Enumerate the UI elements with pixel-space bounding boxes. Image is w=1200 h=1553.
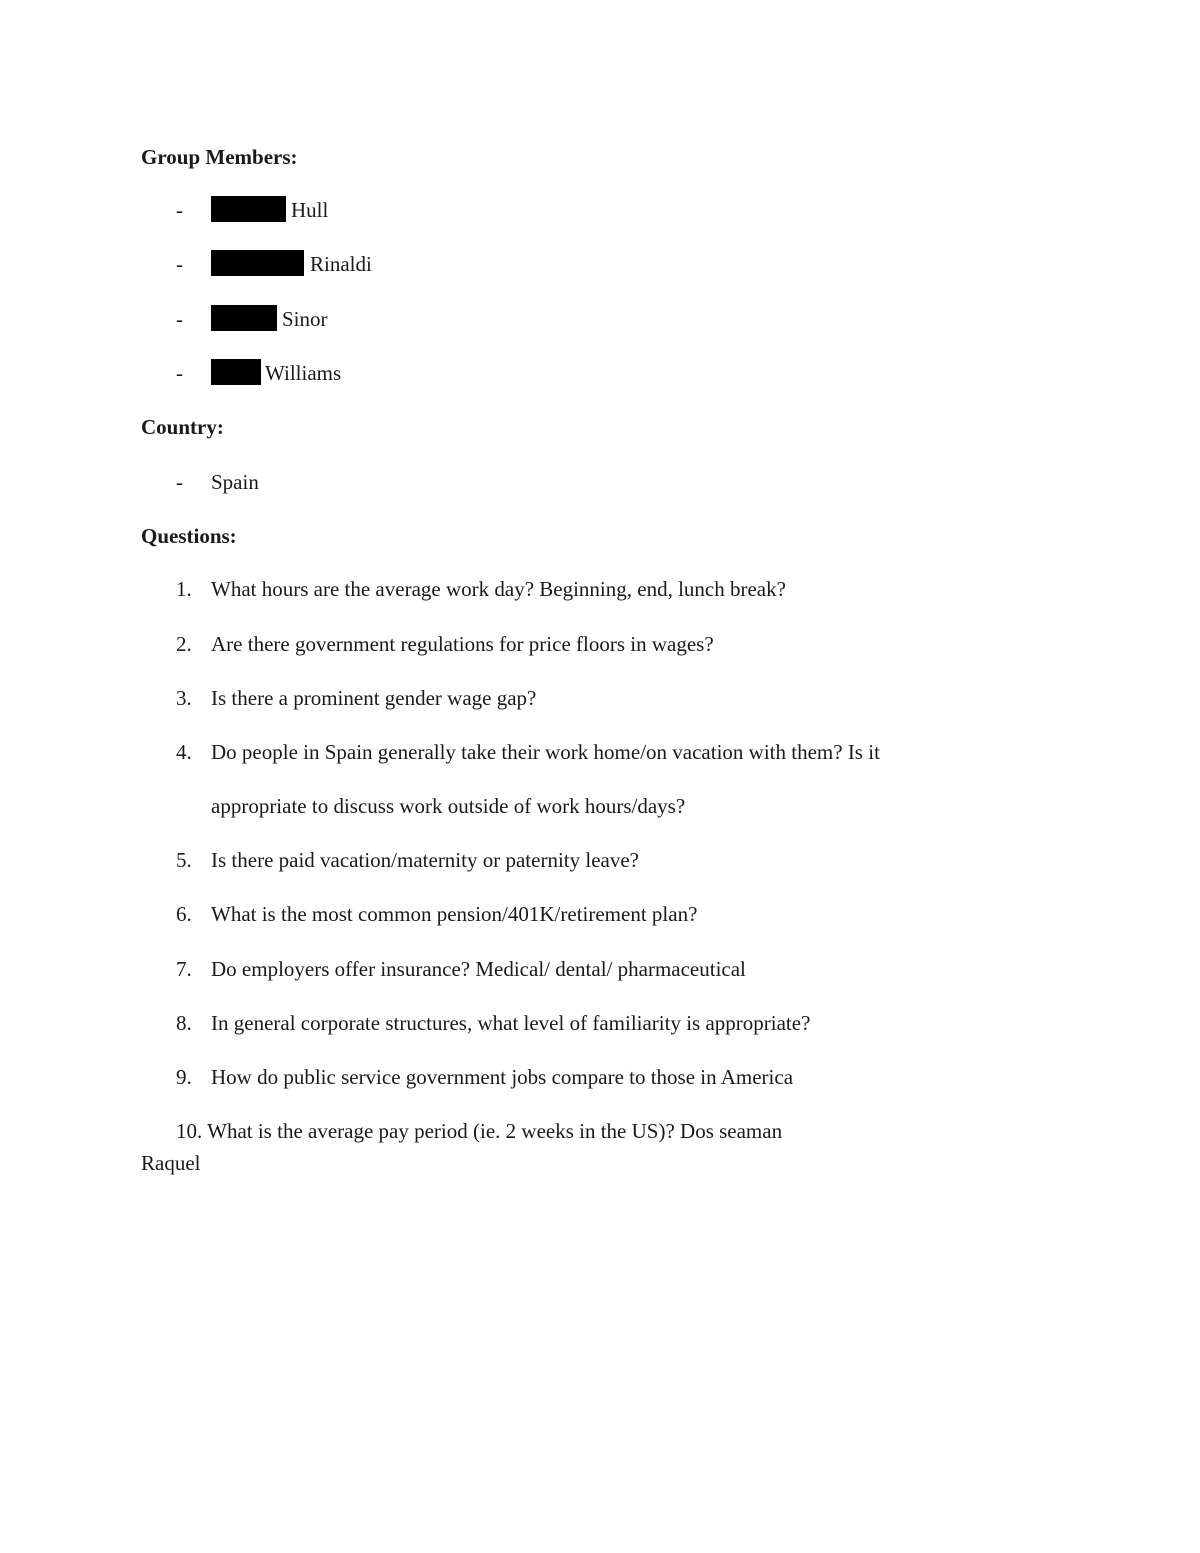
redaction-box (211, 250, 304, 276)
country-heading: Country: (141, 415, 224, 439)
question-number: 9. (176, 1065, 192, 1089)
list-dash: - (176, 470, 183, 494)
redaction-box (211, 359, 261, 385)
question-text: What is the average pay period (ie. 2 weeks in the US)? Dos seaman (207, 1119, 783, 1143)
member-name: Hull (291, 198, 329, 222)
list-dash: - (176, 361, 183, 385)
question-number: 5. (176, 848, 192, 872)
question-text: Do employers offer insurance? Medical/ dental/ pharmaceutical (211, 957, 746, 981)
question-4-continuation: appropriate to discuss work outside of work hours/days? (211, 794, 686, 818)
question-text: Are there government regulations for price floors in wages? (211, 632, 714, 656)
question-text: Is there a prominent gender wage gap? (211, 686, 537, 710)
question-number: 8. (176, 1011, 192, 1035)
question-number: 6. (176, 902, 192, 926)
question-number: 3. (176, 686, 192, 710)
country-value: Spain (211, 470, 259, 494)
member-name: Williams (265, 361, 342, 385)
question-text: Is there paid vacation/maternity or paternity leave? (211, 848, 639, 872)
question-text: Do people in Spain generally take their work home/on vacation with them? Is it (211, 740, 880, 764)
question-text: How do public service government jobs compare to those in America (211, 1065, 794, 1089)
question-number: 4. (176, 740, 192, 764)
list-dash: - (176, 198, 183, 222)
questions-heading: Questions: (141, 524, 237, 548)
group-members-heading: Group Members: (141, 145, 298, 169)
member-name: Sinor (282, 307, 328, 331)
member-name: Rinaldi (310, 252, 372, 276)
question-text: What hours are the average work day? Beginning, end, lunch break? (211, 577, 786, 601)
question-text: In general corporate structures, what level of familiarity is appropriate? (211, 1011, 811, 1035)
question-number: 7. (176, 957, 192, 981)
redaction-box (211, 196, 286, 222)
trailing-text: Raquel (141, 1151, 201, 1175)
list-dash: - (176, 307, 183, 331)
question-number: 10. (176, 1119, 203, 1143)
question-number: 1. (176, 577, 192, 601)
question-item-10 (176, 1119, 782, 1143)
list-dash: - (176, 252, 183, 276)
question-number: 2. (176, 632, 192, 656)
question-text: What is the most common pension/401K/retirement plan? (211, 902, 698, 926)
redaction-box (211, 305, 277, 331)
